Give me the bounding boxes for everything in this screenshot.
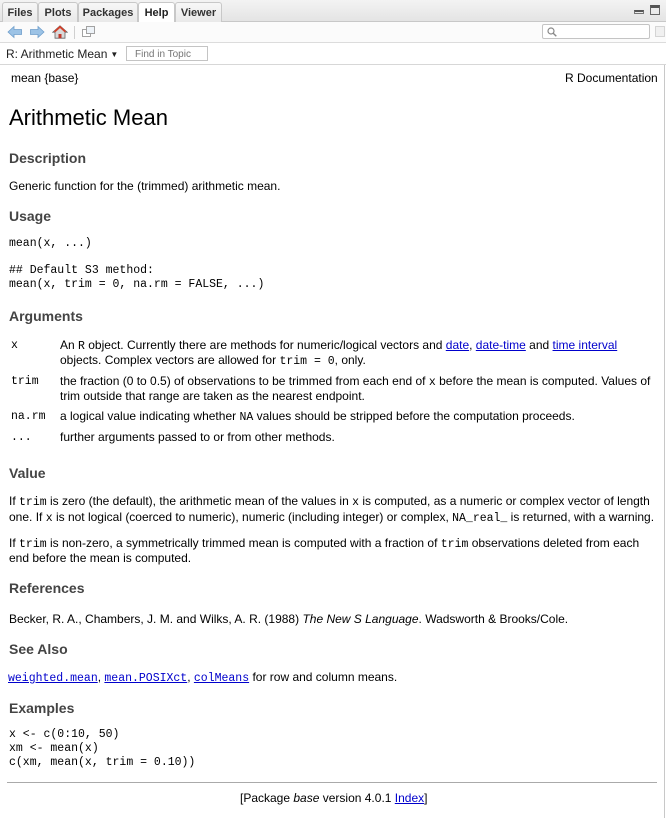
forward-arrow-icon[interactable] — [29, 25, 45, 39]
argument-name: na.rm — [11, 410, 46, 423]
value-paragraph: If trim is zero (the default), the arithmetic mean of the values in x is computed, as a numeric or complex vector of length — [9, 494, 650, 509]
value-paragraph-cont: end before the mean is computed. — [9, 551, 192, 565]
footer-divider — [7, 782, 657, 783]
link-colmeans[interactable]: colMeans — [193, 672, 250, 685]
topic-history-dropdown[interactable] — [6, 47, 118, 61]
usage-heading: Usage — [9, 208, 52, 224]
link-date[interactable]: date — [445, 338, 470, 352]
toolbar-divider — [74, 26, 75, 39]
popout-window-icon[interactable] — [81, 25, 97, 39]
link-date-time[interactable]: date-time — [475, 338, 526, 352]
value-paragraph-cont: one. If x is not logical (coerced to numeric), numeric (including integer) or complex, NA_real_ is returned, with a warning. — [9, 510, 655, 525]
help-toolbar — [0, 22, 666, 43]
argument-description: a logical value indicating whether NA values should be stripped before the computation proceeds. — [60, 409, 575, 424]
value-paragraph: If trim is non-zero, a symmetrically trimmed mean is computed with a fraction of trim observations deleted from each — [9, 536, 640, 551]
argument-name: trim — [11, 375, 39, 388]
examples-heading: Examples — [9, 700, 75, 716]
usage-code-line: mean(x, trim = 0, na.rm = FALSE, ...) — [9, 278, 265, 291]
argument-description: further arguments passed to or from other methods. — [60, 430, 335, 444]
argument-description-cont: trim outside that range are taken as the nearest endpoint. — [60, 389, 365, 403]
link-time-interval[interactable]: time interval — [552, 338, 618, 352]
tab-packages[interactable]: Packages — [78, 2, 138, 22]
link-index[interactable]: Index — [394, 791, 425, 805]
link-weighted-mean[interactable]: weighted.mean — [8, 672, 98, 685]
example-code-line: xm <- mean(x) — [9, 742, 99, 755]
topic-title: R: Arithmetic Mean — [6, 47, 108, 61]
footer-package-info: [Package base version 4.0.1 Index] — [240, 791, 428, 805]
search-icon — [547, 27, 557, 37]
references-heading: References — [9, 580, 85, 596]
value-heading: Value — [9, 465, 46, 481]
page-title: Arithmetic Mean — [9, 105, 168, 130]
help-document — [0, 65, 665, 818]
argument-description: the fraction (0 to 0.5) of observations to be trimmed from each end of x before the mean is computed. Values of — [60, 374, 651, 389]
arguments-heading: Arguments — [9, 308, 83, 324]
topic-bar — [0, 43, 666, 65]
description-heading: Description — [9, 150, 87, 166]
argument-description: An R object. Currently there are methods for numeric/logical vectors and date, date-time and time interval — [60, 338, 618, 353]
example-code-line: c(xm, mean(x, trim = 0.10)) — [9, 756, 196, 769]
description-text: Generic function for the (trimmed) arithmetic mean. — [9, 179, 281, 193]
package-label: mean {base} — [11, 71, 79, 85]
see-also-heading: See Also — [9, 641, 68, 657]
argument-description-cont: objects. Complex vectors are allowed for trim = 0, only. — [60, 353, 366, 368]
tab-files[interactable]: Files — [2, 2, 38, 22]
reference-text: Becker, R. A., Chambers, J. M. and Wilks, A. R. (1988) The New S Language. Wadsworth & Brooks/Cole. — [9, 612, 569, 626]
see-also-text: weighted.mean, mean.POSIXct, colMeans for row and column means. — [8, 670, 398, 685]
maximize-pane-icon[interactable] — [650, 5, 660, 15]
usage-code-line: mean(x, ...) — [9, 237, 92, 250]
tab-plots[interactable]: Plots — [38, 2, 78, 22]
back-arrow-icon[interactable] — [7, 25, 23, 39]
help-search-input[interactable] — [542, 24, 650, 39]
argument-name: x — [11, 339, 18, 352]
argument-name: ... — [11, 431, 32, 444]
clear-search-icon[interactable] — [655, 24, 665, 39]
tab-help[interactable]: Help — [138, 2, 175, 23]
r-documentation-label: R Documentation — [565, 71, 658, 85]
find-in-topic-input[interactable] — [126, 46, 208, 61]
example-code-line: x <- c(0:10, 50) — [9, 728, 120, 741]
chevron-down-icon: ▼ — [110, 50, 119, 59]
home-icon[interactable] — [52, 25, 68, 39]
tab-viewer[interactable]: Viewer — [175, 2, 222, 22]
minimize-pane-icon[interactable] — [634, 10, 644, 14]
link-mean-posixct[interactable]: mean.POSIXct — [104, 672, 188, 685]
pane-tab-bar — [0, 0, 666, 22]
usage-code-line: ## Default S3 method: — [9, 264, 154, 277]
